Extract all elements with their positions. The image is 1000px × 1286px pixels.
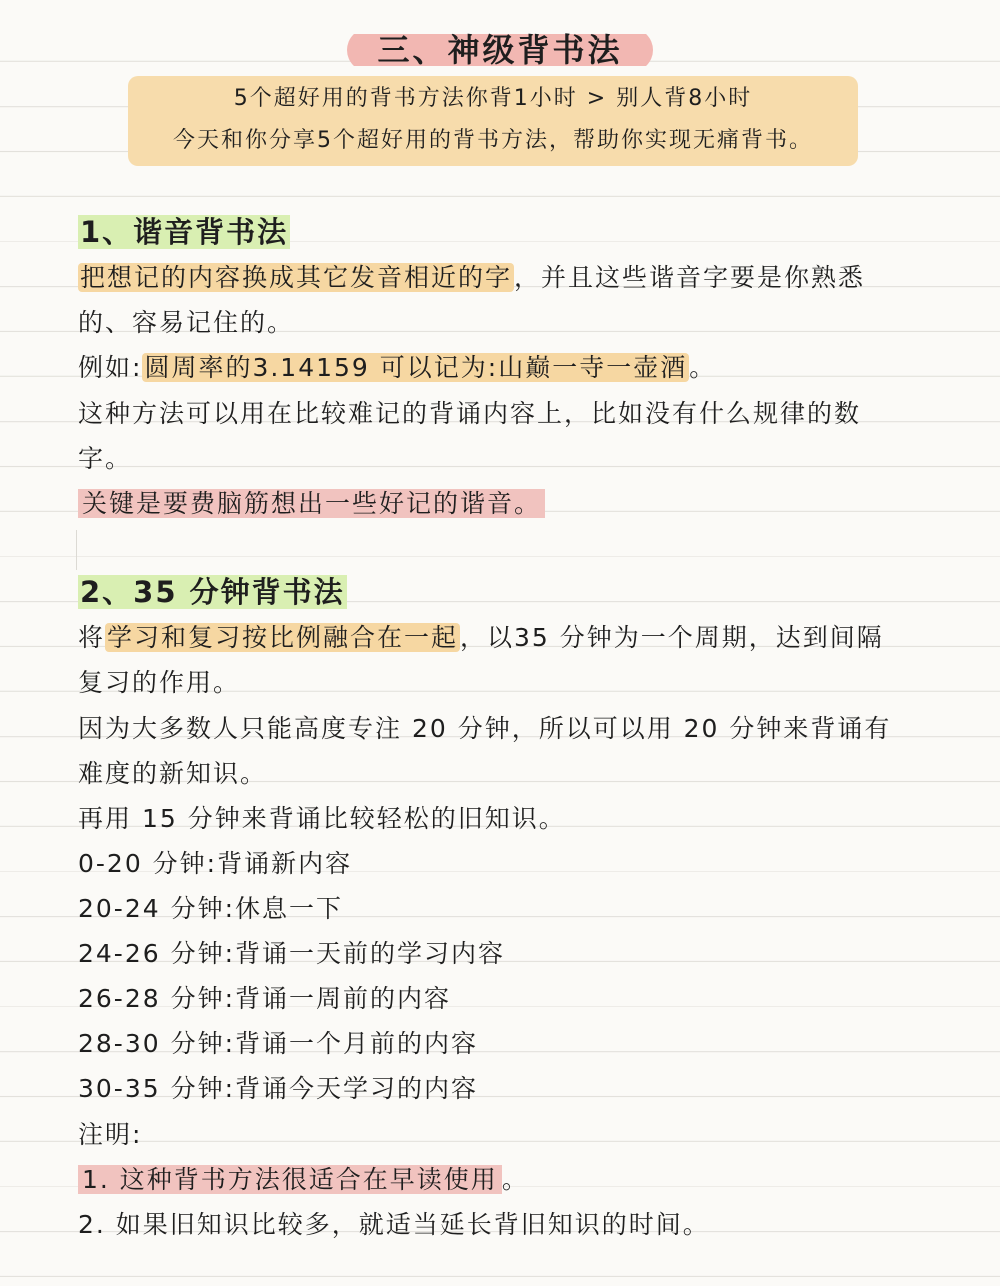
section-2-p1-line2: 复习的作用。 bbox=[78, 668, 241, 697]
example-prefix: 例如: bbox=[78, 353, 143, 382]
schedule-item: 26-28 分钟:背诵一周前的内容 bbox=[78, 984, 452, 1013]
section-2-p2-line1: 因为大多数人只能高度专注 20 分钟，所以可以用 20 分钟来背诵有 bbox=[78, 714, 892, 743]
body-text: ，并且这些谐音字要是你熟悉 bbox=[514, 263, 866, 292]
intro-line-1: 5个超好用的背书方法你背1小时 > 别人背8小时 bbox=[233, 86, 753, 111]
section-2-p1-line1 bbox=[78, 620, 884, 656]
section-1-p1-line1 bbox=[78, 260, 865, 296]
note-label: 注明: bbox=[78, 1120, 143, 1149]
body-text: 将 bbox=[78, 623, 106, 652]
section-1-heading bbox=[78, 214, 290, 250]
highlight-text: 学习和复习按比例融合在一起 bbox=[107, 623, 459, 652]
section-2-p3: 再用 15 分钟来背诵比较轻松的旧知识。 bbox=[78, 804, 566, 833]
schedule-item: 20-24 分钟:休息一下 bbox=[78, 894, 344, 923]
section-1-key-point bbox=[78, 486, 545, 522]
schedule-item: 24-26 分钟:背诵一天前的学习内容 bbox=[78, 939, 506, 968]
schedule-item: 30-35 分钟:背诵今天学习的内容 bbox=[78, 1074, 479, 1103]
intro-line-2: 今天和你分享5个超好用的背书方法，帮助你实现无痛背书。 bbox=[173, 128, 813, 153]
section-1-p3-line2: 字。 bbox=[78, 444, 133, 473]
example-highlight: 圆周率的3.14159 可以记为:山巅一寺一壶酒 bbox=[144, 353, 688, 382]
margin-line bbox=[76, 530, 77, 570]
section-1-heading-text: 1、谐音背书法 bbox=[80, 215, 289, 249]
body-text: ，以35 分钟为一个周期，达到间隔 bbox=[460, 623, 884, 652]
title-wrap bbox=[0, 28, 1000, 72]
note-2: 2. 如果旧知识比较多，就适当延长背旧知识的时间。 bbox=[78, 1210, 710, 1239]
section-2-heading-text: 2、35 分钟背书法 bbox=[80, 575, 345, 609]
intro-box bbox=[128, 76, 858, 166]
note-1-highlight: 1. 这种背书方法很适合在早读使用 bbox=[78, 1165, 502, 1194]
schedule-item: 0-20 分钟:背诵新内容 bbox=[78, 849, 353, 878]
key-point-text: 关键是要费脑筋想出一些好记的谐音。 bbox=[78, 489, 545, 518]
highlight-text: 把想记的内容换成其它发音相近的字 bbox=[80, 263, 513, 292]
section-2-p2-line2: 难度的新知识。 bbox=[78, 759, 268, 788]
schedule-item: 28-30 分钟:背诵一个月前的内容 bbox=[78, 1029, 479, 1058]
section-1-p1-line2: 的、容易记住的。 bbox=[78, 308, 295, 337]
section-2-heading bbox=[78, 574, 347, 610]
note-1-suffix: 。 bbox=[501, 1165, 529, 1194]
section-1-p3-line1: 这种方法可以用在比较难记的背诵内容上，比如没有什么规律的数 bbox=[78, 399, 862, 428]
example-suffix: 。 bbox=[689, 353, 717, 382]
page-title: 三、神级背书法 bbox=[347, 28, 652, 72]
note-1 bbox=[78, 1162, 529, 1198]
section-1-example bbox=[78, 350, 716, 386]
